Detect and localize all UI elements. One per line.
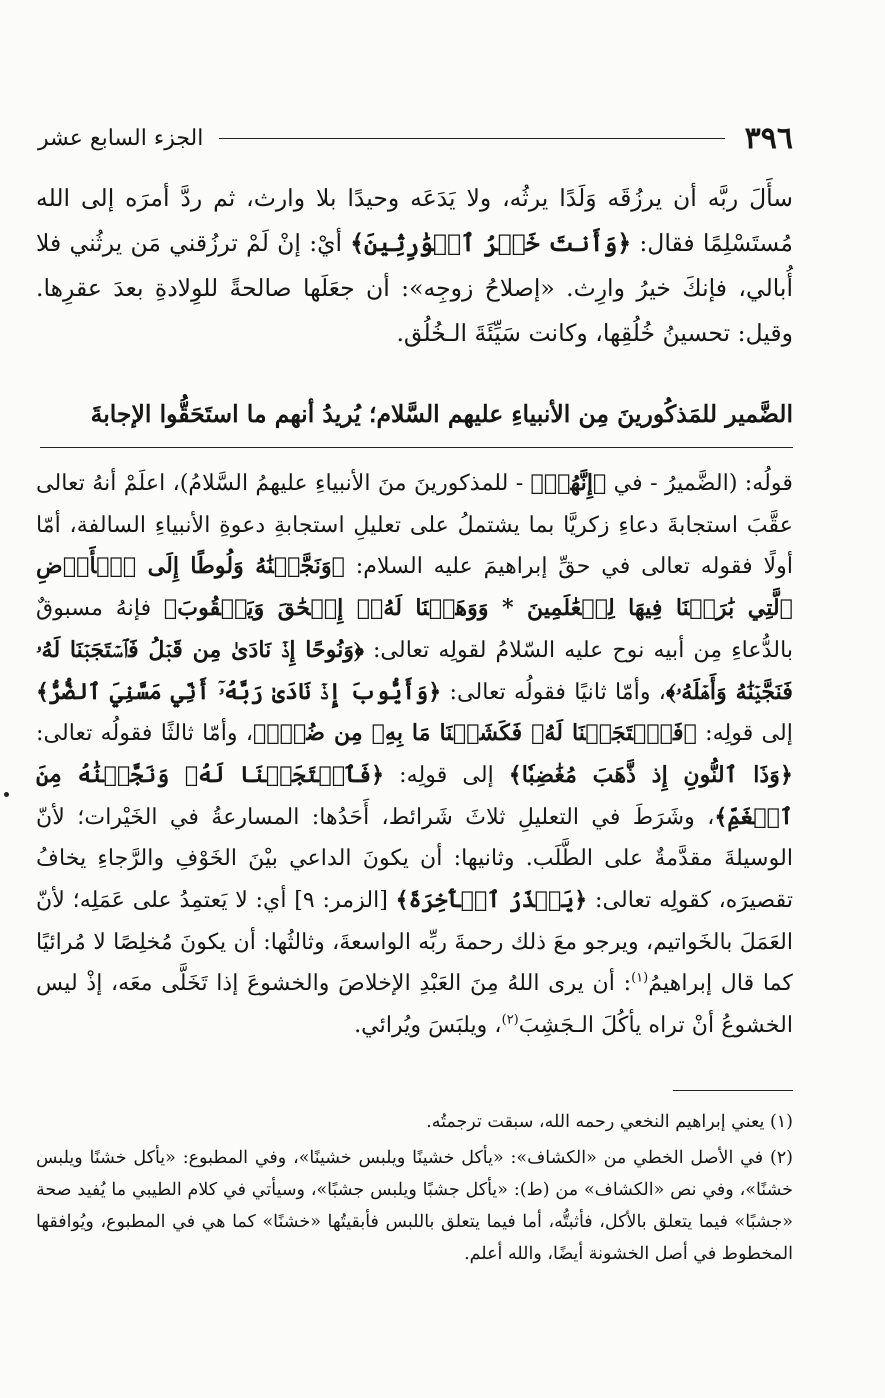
quran-verse: ﴿وَأَيُّوبَ إِذۡ نَادَىٰ رَبَّهُۥٓ أَنِّي مَسَّنِيَ ٱلضُّرُّ﴾ (36, 678, 442, 705)
quran-verse: ﴿فَٱسۡتَجَبۡنَا لَهُۥ وَنَجَّيۡنَٰهُ مِنَ ٱلۡغَمِّ﴾ (36, 761, 793, 830)
commentary-text: : أن يرى اللهُ مِنَ العَبْدِ الإخلاصَ والخشوعَ إذا تَخَلَّى معَه، إذْ ليس الخشوعُ أنْ تراه يأكُلَ الـجَشِبَ (36, 970, 793, 1039)
commentary-paragraph (36, 463, 793, 1047)
page-number: ٣٩٦ (744, 120, 793, 156)
quran-verse: ﴿وَنُوحًا إِذۡ نَادَىٰ مِن قَبۡلُ فَٱسۡتَجَبۡنَا لَهُۥ فَنَجَّيۡنَٰهُ وَأَهۡلَهُۥ﴾ (36, 636, 793, 705)
intro-text: سأَلَ ربَّه أن يرزُقَه وَلَدًا يرثُه، ولا يَدَعَه وحيدًا بلا وارث، ثم ردَّ أمرَه إلى الله مُستَسْلِمًا فقال: (36, 184, 793, 257)
footnote-number: (١) (769, 1112, 793, 1132)
commentary-text: قولُه: (الضَّميرُ - في (606, 470, 793, 496)
intro-text: أيْ: إنْ لَمْ ترزُقني مَن يرثُني فلا أُبالي، فإنكَ خيرُ وارِث. «إصلاحُ زوجِه»: أن جعَلَها صالحةً للوِلادةِ بعدَ عقرِها. وقيل: تحسينُ خُلُقِها، وكانت سَيِّئَةَ الـخُلُق. (36, 229, 793, 347)
footnote-reference[interactable]: (١) (631, 971, 649, 987)
quran-verse: ﴿يَحۡذَرُ ٱلۡأٓخِرَةَ﴾ (395, 887, 588, 914)
footnotes (36, 1106, 793, 1274)
header-rule (219, 138, 724, 139)
footnote-text: في الأصل الخطي من «الكشاف»: «يأكل خشينًا ويلبس خشينًا»، وفي المطبوع: «يأكل خشنًا ويلبس خشنًا»، وفي نص «الكشاف» من (ط): «يأكل جشبًا ويلبس جشبًا»، وسيأتي في كلام الطيبي ما يُفيد صحة «جشبًا» فيما يتعلق بالأكل، فأثبتُّه، أما فيما يتعلق باللبس فأبقيتُها «خشنًا» كما هي في المطبوع، ويُوافقها المخطوط في أصل الخشونة أيضًا، والله أعلم. (36, 1148, 793, 1264)
footnote-reference[interactable]: (٢) (501, 1012, 519, 1028)
commentary-text: - للمذكورينَ منَ الأنبياءِ عليهمُ السَّلامُ)، اعلَمْ أنهُ تعالى عقَّبَ استجابةَ دعاءِ زكريَّا بما يشتملُ على تعليلِ استجابةِ دعوةِ الأنبياءِ السالفة، أمّا أولًا فقوله تعالى في حقِّ إبراهيمَ عليه السلام: (36, 470, 793, 580)
quran-verse: ﴿وَأَنتَ خَيۡرُ ٱلۡوَٰرِثِينَ﴾ (350, 229, 632, 257)
commentary-text: ، وأمّا ثالثًا فقولُه تعالى: (36, 720, 254, 747)
quran-verse: ﴿وَنَجَّيۡنَٰهُ وَلُوطًا إِلَى ٱلۡأَرۡضِ ٱلَّتِي بَٰرَكۡنَا فِيهَا لِلۡعَٰلَمِينَ * وَوَهَبۡنَا لَهُۥٓ إِسۡحَٰقَ وَيَعۡقُوبَ﴾ (36, 553, 793, 622)
commentary-text: إلى قولِه: (384, 761, 509, 788)
footnote-item (36, 1106, 793, 1138)
commentary-text: ، وشَرَطَ في التعليلِ ثلاثَ شَرائط، أَحَدُها: المسارعةُ في الخَيْرات؛ لأنّ الوسيلةَ مقدَّمةٌ على الطَّلَب. وثانيها: أن يكونَ الداعي بيْنَ الخَوْفِ والرَّجاءِ يخافُ تقصيرَه، كقولِه تعالى: (36, 803, 793, 914)
intro-paragraph (36, 176, 793, 356)
quran-verse: ﴿إِنَّهُمۡ﴾ (530, 470, 607, 496)
quran-verse: ﴿فَٱسۡتَجَبۡنَا لَهُۥ فَكَشَفۡنَا مَا بِهِۦ مِن ضُرّٖ﴾ (253, 720, 697, 747)
footnote-item (36, 1142, 793, 1270)
commentary-text: [الزمر: ٩] أي: لا يَعتمِدُ على عَمَلِه؛ لأنّ العَمَلَ بالخَواتيم، ويرجو معَ ذلك رحمةَ ربِّه الواسعةَ، وثالثُها: أن يكونَ مُخلِصًا لا مُرائيًا كما قال إبراهيمُ (36, 887, 793, 997)
footnote-text: يعني إبراهيم النخعي رحمه الله، سبقت ترجمتُه. (426, 1112, 765, 1132)
heading-rule (40, 447, 793, 448)
margin-dot (4, 792, 9, 797)
quran-verse: ﴿وَذَا ٱلنُّونِ إِذ ذَّهَبَ مُغَٰضِبٗا﴾ (508, 761, 794, 788)
footnote-rule (673, 1090, 793, 1091)
running-title: الجزء السابع عشر (38, 125, 204, 151)
footnote-number: (٢) (769, 1148, 793, 1168)
commentary-text: ، وأمّا ثانيًا فقولُه تعالى: (441, 678, 666, 705)
commentary-text: ، ويلبَسَ ويُرائي. (354, 1012, 502, 1039)
commentary-text: إلى قولِه: (696, 720, 793, 747)
commentary-text: فإنهُ مسبوقٌ بالدُّعاءِ مِن أبيه نوح عليه السّلامُ لقولِه تعالى: (36, 595, 794, 663)
page-header (38, 118, 793, 158)
section-heading: الضَّمير للمَذكُورينَ مِن الأنبياءِ عليهم السَّلام؛ يُريدُ أنهم ما استَحَقُّوا الإجابةَ (90, 400, 793, 428)
